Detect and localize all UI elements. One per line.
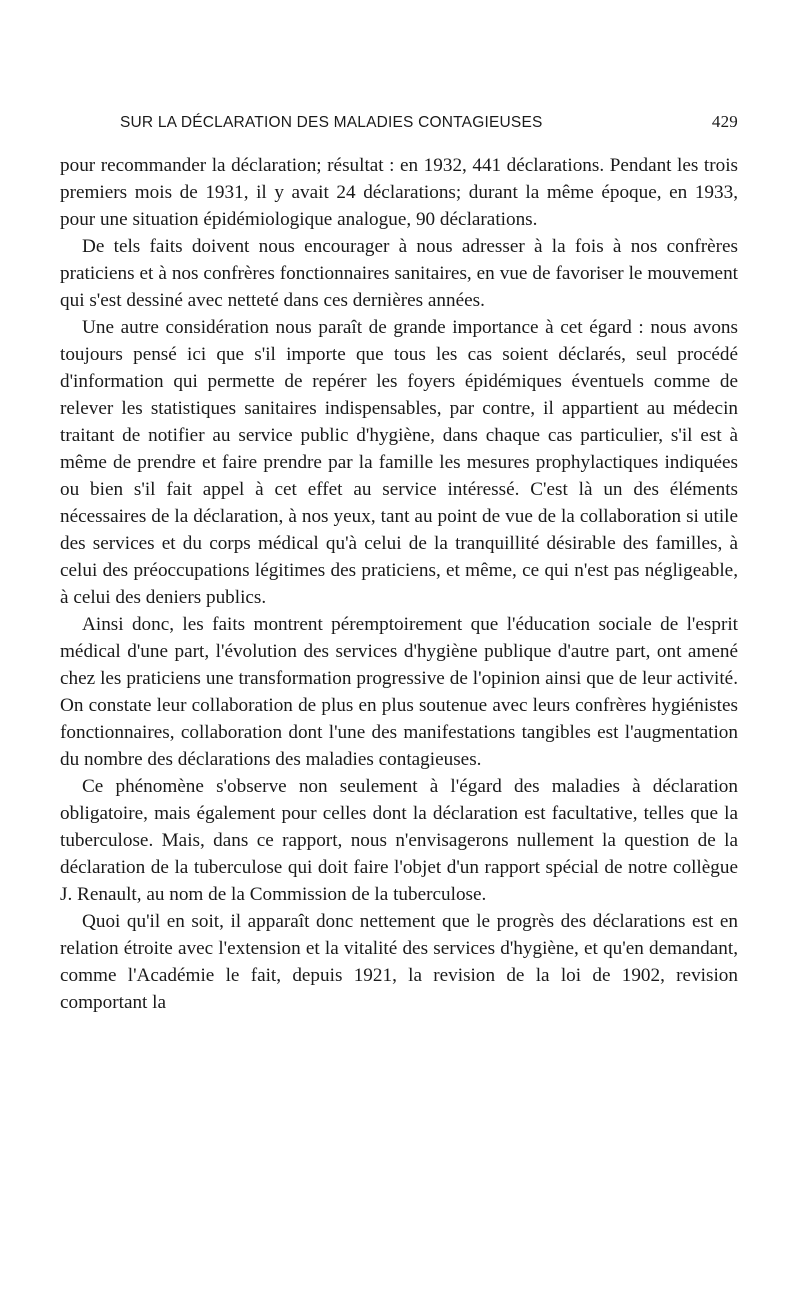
paragraph-6: Quoi qu'il en soit, il apparaît donc nettement que le progrès des déclarations est en relation étroite avec l'extension et la vitalité des services d'hygiène, et qu'en demandant, comme l'Académie le fait, depuis 1921, la revision de la loi de 1902, revision comportant la — [60, 911, 738, 1013]
paragraph-5: Ce phénomène s'observe non seulement à l'égard des maladies à déclaration obligatoire, mais également pour celles dont la déclaration est facultative, telles que la tuberculose. Mais, dans ce rapport, nous n'envisagerons nullement la question de la déclaration de la tuberculose qui doit faire l'objet d'un rapport spécial de notre collègue J. Renault, au nom de la Commission de la tuberculose. — [60, 776, 738, 905]
book-page — [60, 112, 738, 1016]
running-header — [60, 112, 738, 132]
paragraph-3: Une autre considération nous paraît de grande importance à cet égard : nous avons toujours pensé ici que s'il importe que tous les cas soient déclarés, seul procédé d'information qui permette de repérer les foyers épidémiques éventuels comme de relever les statistiques sanitaires indispensables, par contre, il appartient au médecin traitant de notifier au service public d'hygiène, dans chaque cas particulier, s'il est à même de prendre et faire prendre par la famille les mesures prophylactiques indiquées ou bien s'il fait appel à cet effet au service intéressé. C'est là un des éléments nécessaires de la déclaration, à nos yeux, tant au point de vue de la collaboration si utile des services et du corps médical qu'à celui de la tranquillité désirable des familles, à celui des préoccupations légitimes des praticiens, et même, ce qui n'est pas négligeable, à celui des deniers publics. — [60, 317, 738, 608]
paragraph-4: Ainsi donc, les faits montrent péremptoirement que l'éducation sociale de l'esprit médical d'une part, l'évolution des services d'hygiène publique d'autre part, ont amené chez les praticiens une transformation progressive de l'opinion ainsi que de leur activité. On constate leur collaboration de plus en plus soutenue avec leurs confrères hygiénistes fonctionnaires, collaboration dont l'une des manifestations tangibles est l'augmentation du nombre des déclarations des maladies contagieuses. — [60, 614, 738, 770]
running-title: SUR LA DÉCLARATION DES MALADIES CONTAGIEUSES — [120, 114, 543, 131]
body-text — [60, 152, 738, 1016]
paragraph-1: pour recommander la déclaration; résultat : en 1932, 441 déclarations. Pendant les trois premiers mois de 1931, il y avait 24 déclarations; durant la même époque, en 1933, pour une situation épidémiologique analogue, 90 déclarations. — [60, 155, 738, 230]
page-number: 429 — [711, 112, 738, 131]
paragraph-2: De tels faits doivent nous encourager à nous adresser à la fois à nos confrères praticiens et à nos confrères fonctionnaires sanitaires, en vue de favoriser le mouvement qui s'est dessiné avec netteté dans ces dernières années. — [60, 236, 738, 311]
